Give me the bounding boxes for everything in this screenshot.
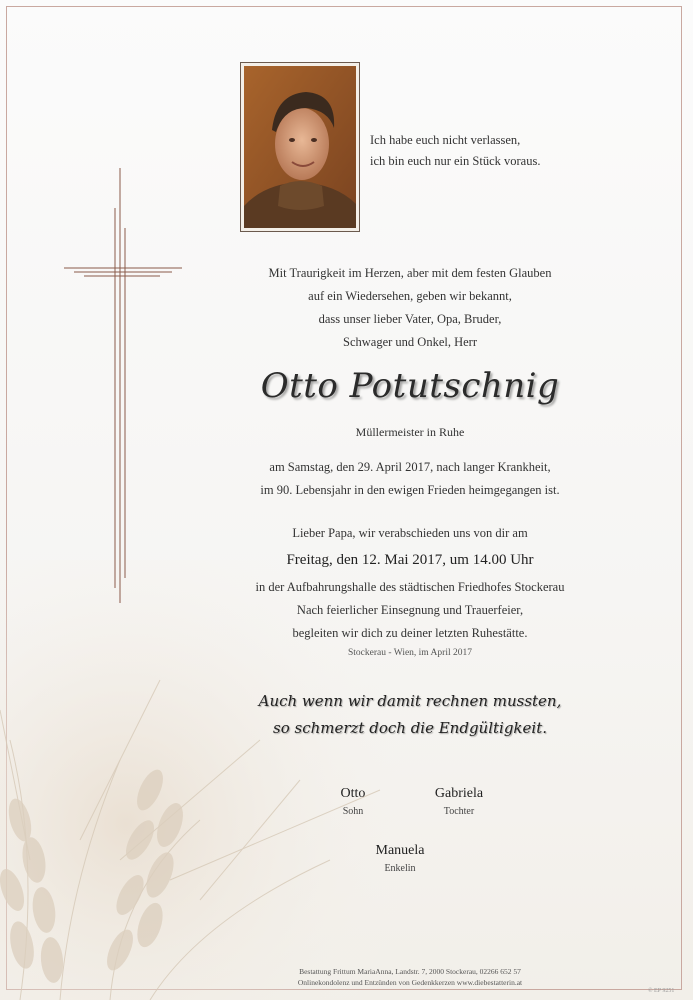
closing-motto <box>220 688 600 742</box>
service-details <box>200 576 620 645</box>
cross-icon <box>60 168 185 603</box>
place-date: Stockerau - Wien, im April 2017 <box>348 648 472 658</box>
service-line: begleiten wir dich zu deiner letzten Ruhestätte. <box>292 626 528 640</box>
deceased-title: Müllermeister in Ruhe <box>355 425 465 439</box>
service-line: Nach feierlicher Einsegnung und Trauerfeier, <box>296 603 524 617</box>
mourner-name: Otto <box>340 786 366 801</box>
motto-line: so schmerzt doch die Endgültigkeit. <box>273 719 547 737</box>
mourner-name: Manuela <box>375 843 425 858</box>
portrait-frame <box>240 62 360 232</box>
farewell-line: Lieber Papa, wir verabschieden uns von dir am <box>292 526 528 540</box>
footer-line: Onlinekondolenz und Entzünden von Gedenkkerzen www.diebestatterin.at <box>297 978 523 987</box>
announcement-text <box>200 262 620 354</box>
announcement-line: Mit Traurigkeit im Herzen, aber mit dem festen Glauben <box>268 266 552 280</box>
funeral-home-footer <box>220 966 600 988</box>
farewell-intro <box>200 522 620 545</box>
mourner-relation: Enkelin <box>384 863 416 874</box>
mourner-relation: Sohn <box>342 806 364 817</box>
death-line: am Samstag, den 29. April 2017, nach langer Krankheit, <box>269 460 551 474</box>
mourner-relation: Tochter <box>443 806 475 817</box>
quote-line: ich bin euch nur ein Stück voraus. <box>370 154 541 168</box>
deceased-name: Otto Potutschnig <box>260 366 560 406</box>
service-line: in der Aufbahrungshalle des städtischen Friedhofes Stockerau <box>255 580 565 594</box>
death-line: im 90. Lebensjahr in den ewigen Frieden heimgegangen ist. <box>260 483 560 497</box>
announcement-line: auf ein Wiedersehen, geben wir bekannt, <box>308 289 512 303</box>
opening-quote <box>370 130 620 172</box>
form-code: © EP 9251 <box>648 988 675 994</box>
mourner-daughter <box>389 786 529 817</box>
mourner-name: Gabriela <box>434 786 484 801</box>
portrait-photo <box>244 66 356 228</box>
quote-line: Ich habe euch nicht verlassen, <box>370 133 521 147</box>
announcement-line: Schwager und Onkel, Herr <box>343 335 477 349</box>
motto-line: Auch wenn wir damit rechnen mussten, <box>258 692 562 710</box>
announcement-line: dass unser lieber Vater, Opa, Bruder, <box>318 312 502 326</box>
mourner-granddaughter <box>330 843 470 874</box>
footer-line: Bestattung Frittum MariaAnna, Landstr. 7, 2000 Stockerau, 02266 652 57 <box>299 967 521 976</box>
service-datetime: Freitag, den 12. Mai 2017, um 14.00 Uhr <box>286 552 534 568</box>
death-notice <box>200 456 620 502</box>
